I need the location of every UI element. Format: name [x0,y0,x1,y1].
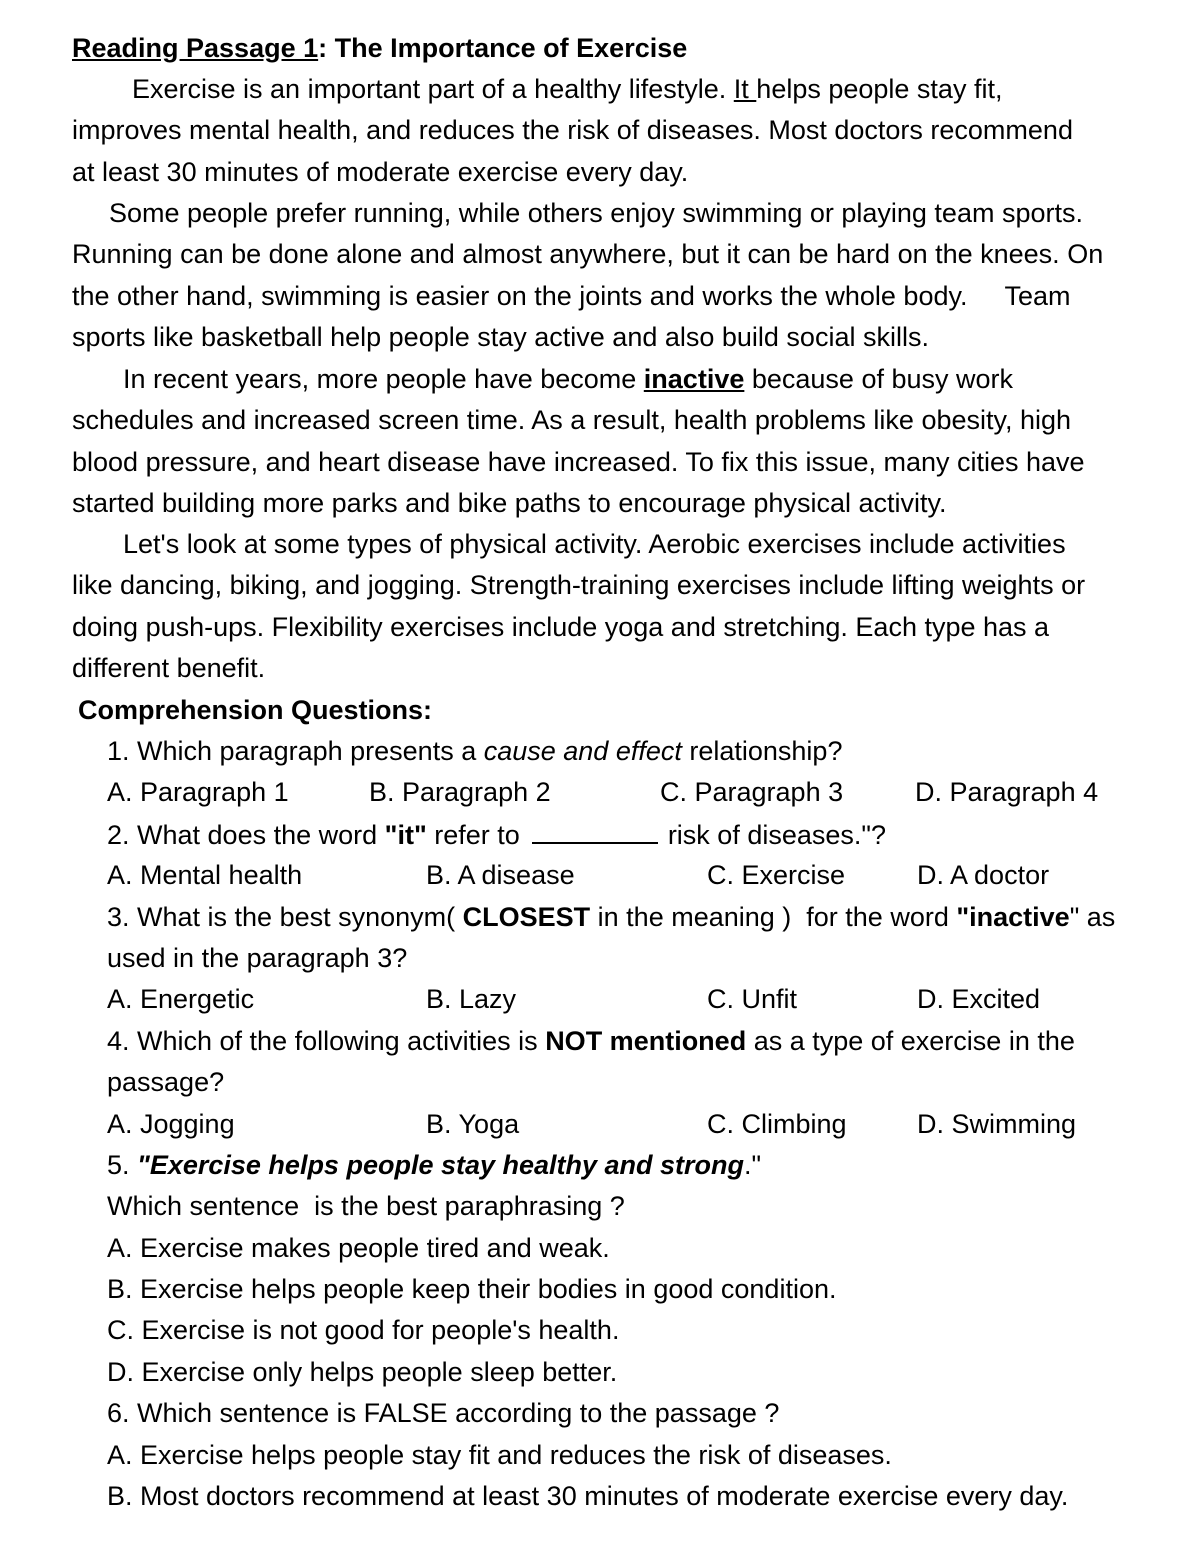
q1-option-d[interactable]: D. Paragraph 4 [915,777,1099,808]
q4-text: 4. Which of the following activities is [107,1025,546,1056]
question-3 [107,897,1177,938]
q2-text-end: risk of diseases."? [667,819,886,850]
word-inactive: inactive [643,364,745,394]
question-5 [107,1145,1177,1186]
q2-text: 2. What does the word [107,819,385,850]
p1-line-1: Exercise is an important part of a healthy lifestyle. [132,74,734,104]
comprehension-heading: Comprehension Questions: [78,695,433,725]
p2-line-2: Running can be done alone and almost anywhere, but it can be hard on the knees. On [72,239,1104,270]
p4-line-1: Let's look at some types of physical activity. Aerobic exercises include activities [123,529,1066,559]
p2-line-3: the other hand, swimming is easier on the joints and works the whole body. Team [72,280,1071,311]
q4-option-c[interactable]: C. Climbing [707,1108,847,1139]
question-1-options [107,772,1177,813]
p2-line-4: sports like basketball help people stay active and also build social skills. [72,322,929,353]
q1-text-end: relationship? [681,736,843,766]
q3-option-b[interactable]: B. Lazy [426,984,517,1015]
q2-option-c[interactable]: C. Exercise [707,860,846,891]
q5-option-a[interactable]: A. Exercise makes people tired and weak. [107,1232,610,1263]
title-text: The Importance of Exercise [327,33,688,63]
p1-line-2: improves mental health, and reduces the risk of diseases. Most doctors recommend [72,115,1073,146]
p4-line-3: doing push-ups. Flexibility exercises include yoga and stretching. Each type has a [72,611,1050,642]
question-2 [107,814,1177,855]
question-3-options [107,979,1177,1020]
q5-number: 5. [107,1149,138,1180]
title-label: Reading Passage 1 [72,33,319,63]
paragraph-3 [72,359,1172,525]
question-4-options [107,1104,1177,1145]
paragraph-4 [72,524,1172,690]
q3-text-mid: in the meaning ) for the word [590,901,957,932]
q4-option-d[interactable]: D. Swimming [917,1108,1077,1139]
q5-option-c[interactable]: C. Exercise is not good for people's health. [107,1315,620,1346]
q3-text: 3. What is the best synonym( [107,901,463,932]
q3-text-end: " as [1069,901,1116,932]
q4-bold: NOT mentioned [545,1025,747,1056]
question-5-prompt: Which sentence is the best paraphrasing ? [107,1191,625,1222]
p1-line-1-end: helps people stay fit, [756,74,1003,104]
q5-option-d[interactable]: D. Exercise only helps people sleep better. [107,1356,618,1387]
paragraph-2 [72,193,1172,359]
q3-option-a[interactable]: A. Energetic [107,984,255,1015]
question-3-line-2: used in the paragraph 3? [107,942,408,973]
q2-text-mid: refer to [426,819,520,850]
q1-text: 1. Which paragraph presents a [107,736,484,766]
question-2-options [107,855,1177,896]
page-title [72,28,1172,69]
q2-option-d[interactable]: D. A doctor [917,860,1050,891]
q1-emphasis: cause and effect [483,736,682,766]
p3-line-3: blood pressure, and heart disease have increased. To fix this issue, many cities have [72,446,1085,477]
q3-option-c[interactable]: C. Unfit [707,984,798,1015]
p3-line-1: In recent years, more people have become [123,364,644,394]
q3-bold-word: "inactive [956,901,1070,932]
q5-quote: "Exercise helps people stay healthy and strong [137,1149,745,1180]
word-it: It [733,74,757,104]
p3-line-4: started building more parks and bike paths to encourage physical activity. [72,488,947,519]
p4-line-2: like dancing, biking, and jogging. Strength-training exercises include lifting weights or [72,570,1086,601]
paragraph-1 [72,69,1172,193]
title-colon: : [318,33,328,63]
questions [107,731,1177,1517]
q1-option-b[interactable]: B. Paragraph 2 [369,777,551,808]
p3-line-1-end: because of busy work [744,364,1014,394]
p4-line-4: different benefit. [72,653,266,684]
q2-option-a[interactable]: A. Mental health [107,860,303,891]
q4-option-a[interactable]: A. Jogging [107,1108,235,1139]
q4-text-end: as a type of exercise in the [746,1025,1075,1056]
p2-line-1: Some people prefer running, while others enjoy swimming or playing team sports. [109,198,1083,228]
q6-option-b[interactable]: B. Most doctors recommend at least 30 minutes of moderate exercise every day. [107,1481,1069,1512]
q3-bold-closest: CLOSEST [462,901,591,932]
p1-line-3: at least 30 minutes of moderate exercise every day. [72,156,689,187]
q2-option-b[interactable]: B. A disease [426,860,575,891]
q5-option-b[interactable]: B. Exercise helps people keep their bodies in good condition. [107,1274,837,1305]
q2-word: "it" [384,819,427,850]
p3-line-2: schedules and increased screen time. As a result, health problems like obesity, high [72,405,1072,436]
q1-option-a[interactable]: A. Paragraph 1 [107,777,289,808]
question-6: 6. Which sentence is FALSE according to the passage ? [107,1398,780,1429]
question-4-line-2: passage? [107,1067,225,1098]
q4-option-b[interactable]: B. Yoga [426,1108,520,1139]
q2-blank [532,814,658,844]
question-4 [107,1021,1177,1062]
q6-option-a[interactable]: A. Exercise helps people stay fit and reduces the risk of diseases. [107,1439,892,1470]
q1-option-c[interactable]: C. Paragraph 3 [660,777,844,808]
question-1 [107,731,1177,772]
q3-option-d[interactable]: D. Excited [917,984,1041,1015]
q5-quote-end: ." [744,1149,762,1180]
